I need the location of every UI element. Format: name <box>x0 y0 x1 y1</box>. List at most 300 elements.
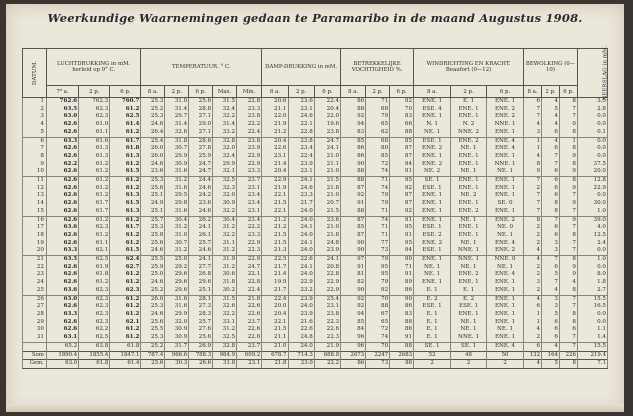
table-cell: 25.3 <box>141 224 165 232</box>
table-row <box>23 303 608 311</box>
table-cell: 87 <box>390 145 414 153</box>
subheader: Max. <box>213 86 237 98</box>
table-row <box>23 113 608 121</box>
table-cell: NE. 1 <box>451 216 487 224</box>
table-cell: 48 <box>451 351 487 360</box>
table-cell: 8 <box>542 208 560 216</box>
table-cell: 8 <box>559 177 577 185</box>
table-cell: 25.7 <box>189 240 213 248</box>
table-cell: 2 <box>524 224 542 232</box>
table-cell: ENE. 1 <box>414 256 451 264</box>
table-cell: 21.0 <box>314 224 340 232</box>
table-cell: ENE. 1 <box>414 279 451 287</box>
table-cell: 6 <box>542 232 560 240</box>
table-cell: 33.1 <box>213 319 237 327</box>
table-cell: 23.1 <box>237 360 262 369</box>
table-cell: 88 <box>341 208 366 216</box>
table-row <box>23 177 608 185</box>
table-cell: 24.6 <box>141 161 165 169</box>
table-cell: 1 <box>524 145 542 153</box>
table-cell: 7 <box>559 342 577 351</box>
table-cell: 6 <box>542 326 560 334</box>
table-cell: E. 2 <box>414 295 451 303</box>
table-cell: 32.8 <box>213 137 237 145</box>
table-cell: 9 <box>559 168 577 176</box>
table-cell: 32.4 <box>213 153 237 161</box>
table-cell: 23.4 <box>237 216 262 224</box>
table-cell: 24.8 <box>288 334 314 342</box>
table-cell: 62.3 <box>79 311 110 319</box>
table-cell: 79 <box>366 113 390 121</box>
table-cell: 61.1 <box>79 240 110 248</box>
table-cell: 31.2 <box>213 224 237 232</box>
table-cell: 32.2 <box>213 311 237 319</box>
table-cell: 29.6 <box>165 287 189 295</box>
day-cell: 18 <box>23 232 47 240</box>
table-cell: 31.6 <box>165 303 189 311</box>
table-cell: 8 <box>524 216 542 224</box>
table-cell: 26.1 <box>189 232 213 240</box>
table-cell: ENE. 1 <box>451 224 487 232</box>
day-cell: 20 <box>23 247 47 255</box>
table-cell: 24.0 <box>288 208 314 216</box>
table-cell: 6 <box>524 98 542 106</box>
table-cell: 7 <box>524 192 542 200</box>
table-cell: 28.8 <box>189 106 213 114</box>
table-cell: 86 <box>341 360 366 369</box>
table-cell: ENE. 1 <box>414 153 451 161</box>
table-cell: 65 <box>366 319 390 327</box>
table-cell: 7 <box>559 208 577 216</box>
table-cell: 22.9 <box>237 161 262 169</box>
table-cell: ENE. 2 <box>486 106 523 114</box>
table-cell: 23.1 <box>288 168 314 176</box>
table-cell: 4 <box>542 342 560 351</box>
table-cell: 83 <box>341 129 366 137</box>
table-cell: 71 <box>366 177 390 185</box>
table-cell: 25.5 <box>141 256 165 264</box>
table-cell: 4 <box>524 153 542 161</box>
table-cell: 22.6 <box>262 145 288 153</box>
table-cell: 1 <box>524 311 542 319</box>
table-cell: 61.1 <box>79 129 110 137</box>
table-cell: 1.1 <box>577 326 607 334</box>
table-cell: 24.6 <box>141 247 165 255</box>
table-cell: 23.6 <box>141 168 165 176</box>
table-cell: NNE. 1 <box>451 247 487 255</box>
table-cell: ENE. 1 <box>414 113 451 121</box>
table-cell: 23.9 <box>288 295 314 303</box>
table-cell: 91 <box>390 334 414 342</box>
day-cell: 21 <box>23 256 47 264</box>
table-cell: 61.4 <box>110 360 141 369</box>
table-cell: 2 <box>524 271 542 279</box>
table-cell: 62.6 <box>46 208 78 216</box>
table-cell: NE. 1 <box>451 326 487 334</box>
subheader: Min. <box>237 86 262 98</box>
table-cell: 24.7 <box>189 168 213 176</box>
table-cell: 91 <box>341 264 366 272</box>
table-cell: 6 <box>542 264 560 272</box>
table-cell: 23.4 <box>237 192 262 200</box>
table-cell: 32.6 <box>165 129 189 137</box>
table-cell: 87 <box>390 192 414 200</box>
table-cell: 4 <box>524 326 542 334</box>
table-cell: 72 <box>366 326 390 334</box>
table-cell: 24.0 <box>288 342 314 351</box>
table-cell: 23.8 <box>237 113 262 121</box>
table-cell: 6 <box>542 192 560 200</box>
table-cell: 21.4 <box>262 271 288 279</box>
table-cell: 24.8 <box>314 240 340 248</box>
table-cell: NE. 1 <box>451 168 487 176</box>
table-cell: 31.4 <box>213 121 237 129</box>
table-cell: ENE. 2 <box>414 161 451 169</box>
day-cell: 9 <box>23 161 47 169</box>
table-cell: 22.6 <box>314 326 340 334</box>
table-cell: ENE. 1 <box>451 185 487 193</box>
table-cell: 92 <box>366 287 390 295</box>
table-cell: 23.6 <box>189 200 213 208</box>
table-cell: 22.9 <box>237 240 262 248</box>
table-cell: 61.2 <box>110 240 141 248</box>
table-cell: 7 <box>559 303 577 311</box>
table-cell: 31.0 <box>165 232 189 240</box>
table-cell: 31.2 <box>213 247 237 255</box>
table-cell: 61.2 <box>110 177 141 185</box>
table-cell: NE. 1 <box>451 319 487 327</box>
table-row <box>23 232 608 240</box>
table-cell: 31.0 <box>165 98 189 106</box>
table-cell: 0.0 <box>577 264 607 272</box>
table-cell: ENE. 1 <box>451 161 487 169</box>
table-cell: 92 <box>390 98 414 106</box>
table-cell: 20.0 <box>577 168 607 176</box>
table-cell: 3 <box>542 240 560 248</box>
table-cell: 6 <box>542 129 560 137</box>
day-cell: 28 <box>23 311 47 319</box>
table-cell: 23.3 <box>237 106 262 114</box>
table-cell: 30.7 <box>165 145 189 153</box>
table-cell: 23.1 <box>314 303 340 311</box>
table-cell: 82 <box>341 279 366 287</box>
day-cell: 24 <box>23 279 47 287</box>
table-cell: 21.5 <box>262 240 288 248</box>
table-cell: 7 <box>524 200 542 208</box>
table-cell: 61.2 <box>79 168 110 176</box>
table-cell: 61.3 <box>110 153 141 161</box>
subheader: 6 p. <box>559 86 577 98</box>
table-cell: 0.0 <box>577 311 607 319</box>
table-cell: 22.0 <box>314 113 340 121</box>
table-cell: 87 <box>341 216 366 224</box>
table-row <box>23 295 608 303</box>
table-cell: 21.7 <box>288 200 314 208</box>
table-cell: 4 <box>524 256 542 264</box>
table-cell: 21.2 <box>262 129 288 137</box>
table-cell: NNE. 1 <box>486 121 523 129</box>
table-cell: 25.6 <box>189 334 213 342</box>
table-cell: 86 <box>390 303 414 311</box>
table-cell: 15.5 <box>577 342 607 351</box>
table-cell: 61.2 <box>79 161 110 169</box>
table-cell: 9 <box>559 271 577 279</box>
table-cell: 63.5 <box>46 256 78 264</box>
table-cell: 1.0 <box>577 208 607 216</box>
table-cell: 61.7 <box>110 224 141 232</box>
table-cell: 62.3 <box>79 106 110 114</box>
table-cell: 19.6 <box>314 121 340 129</box>
table-cell: 688.8 <box>314 351 340 360</box>
table-cell: 62.6 <box>46 240 78 248</box>
table-cell: 7 <box>542 153 560 161</box>
table-cell: 61.2 <box>110 279 141 287</box>
table-cell: 8 <box>559 256 577 264</box>
table-row <box>23 208 608 216</box>
table-cell: NE. 2 <box>414 168 451 176</box>
table-cell: 88 <box>390 360 414 369</box>
table-cell: 27.1 <box>189 113 213 121</box>
table-cell: 22.6 <box>288 326 314 334</box>
table-cell: 74 <box>366 168 390 176</box>
table-cell: 23.1 <box>237 185 262 193</box>
table-cell: 0 <box>559 121 577 129</box>
day-cell: 22 <box>23 264 47 272</box>
table-cell: 61.2 <box>79 216 110 224</box>
table-cell: 32.5 <box>213 177 237 185</box>
table-cell: 24.1 <box>189 224 213 232</box>
table-cell: 7 <box>559 295 577 303</box>
table-cell: 30.9 <box>165 326 189 334</box>
table-cell: 25.9 <box>189 153 213 161</box>
table-cell: 21.8 <box>314 185 340 193</box>
table-cell: 24.7 <box>189 161 213 169</box>
table-cell: 7 <box>542 161 560 169</box>
table-cell: 23.8 <box>314 129 340 137</box>
table-cell: ENE. 2 <box>414 145 451 153</box>
table-cell: 21.5 <box>262 326 288 334</box>
table-cell: 62.1 <box>110 319 141 327</box>
table-cell: 25.7 <box>141 216 165 224</box>
table-cell: 31.6 <box>165 208 189 216</box>
table-cell: 23.3 <box>288 192 314 200</box>
table-cell: 29.9 <box>165 311 189 319</box>
table-cell: 29.6 <box>165 271 189 279</box>
table-cell: 7 <box>559 113 577 121</box>
table-cell: 21.9 <box>314 342 340 351</box>
table-cell: 21.5 <box>314 208 340 216</box>
subheader: 8 a. <box>262 86 288 98</box>
table-cell: 31.4 <box>165 121 189 129</box>
table-cell: 2 <box>414 360 451 369</box>
table-cell: 25.4 <box>314 295 340 303</box>
table-cell: ENE. 2 <box>486 216 523 224</box>
table-cell: 83 <box>390 311 414 319</box>
table-cell: 80 <box>366 145 390 153</box>
table-cell: 25.3 <box>141 113 165 121</box>
table-cell: 86 <box>341 145 366 153</box>
table-cell: 678.7 <box>262 351 288 360</box>
table-cell: 24.6 <box>141 279 165 287</box>
day-cell: 13 <box>23 192 47 200</box>
table-row <box>23 145 608 153</box>
table-cell: 30.7 <box>165 240 189 248</box>
subheader: 8 a. <box>414 86 451 98</box>
day-cell: 23 <box>23 271 47 279</box>
table-cell: 32.5 <box>213 334 237 342</box>
table-cell: 61.2 <box>110 129 141 137</box>
table-cell: ENE. 2 <box>414 240 451 248</box>
table-cell: 21.6 <box>288 319 314 327</box>
table-cell: 61.2 <box>110 185 141 193</box>
table-cell: 29.9 <box>165 153 189 161</box>
table-cell: 74 <box>366 334 390 342</box>
day-cell: 10 <box>23 168 47 176</box>
table-cell: 4 <box>542 113 560 121</box>
table-cell: NE. 1 <box>486 232 523 240</box>
day-cell: 26 <box>23 295 47 303</box>
table-cell: 0.0 <box>577 319 607 327</box>
table-cell: 23.0 <box>288 360 314 369</box>
table-cell: E. 1 <box>414 326 451 334</box>
table-cell: 23.1 <box>288 106 314 114</box>
table-cell: NE. 0 <box>486 224 523 232</box>
table-row <box>23 129 608 137</box>
table-cell: 24.7 <box>314 137 340 145</box>
table-cell: 22.9 <box>314 287 340 295</box>
day-cell: 6 <box>23 137 47 145</box>
table-cell: 21.5 <box>262 232 288 240</box>
table-cell: 219.4 <box>577 351 607 360</box>
table-cell: 760.7 <box>110 98 141 106</box>
table-cell: SE. 0 <box>486 200 523 208</box>
table-cell: 762.3 <box>79 98 110 106</box>
table-cell: 50 <box>486 351 523 360</box>
table-cell: 7 <box>559 334 577 342</box>
table-cell: 96 <box>341 342 366 351</box>
table-cell: 71 <box>390 264 414 272</box>
table-cell: ENE. 4 <box>486 145 523 153</box>
table-cell: 92 <box>341 295 366 303</box>
table-cell: 62.3 <box>110 287 141 295</box>
table-cell: 85 <box>341 319 366 327</box>
table-cell: 32.0 <box>213 192 237 200</box>
table-cell: NNE. 1 <box>451 334 487 342</box>
table-cell: 788.3 <box>189 351 213 360</box>
table-cell: 2673 <box>341 351 366 360</box>
table-cell: ENE. 1 <box>486 334 523 342</box>
page-title: Weerkundige Waarnemingen gedaan te Paramaribo in de maand Augustus 1908. <box>47 11 583 25</box>
table-cell: ENE. 4 <box>486 342 523 351</box>
table-cell: 88 <box>341 106 366 114</box>
table-row <box>23 98 608 106</box>
table-cell: ENE. 2 <box>486 113 523 121</box>
table-cell: 30.0 <box>577 200 607 208</box>
table-cell: 22.6 <box>237 334 262 342</box>
table-cell: ENE. 1 <box>414 192 451 200</box>
table-cell: NE. 1 <box>486 326 523 334</box>
table-cell: 31.2 <box>165 224 189 232</box>
table-cell: 29.0 <box>189 121 213 129</box>
table-row <box>23 192 608 200</box>
table-cell: 3 <box>524 279 542 287</box>
table-cell: 62.6 <box>46 121 78 129</box>
table-cell: 22.9 <box>314 279 340 287</box>
table-cell: 71 <box>366 232 390 240</box>
table-cell: ENE. 1 <box>451 311 487 319</box>
table-cell: 5 <box>542 106 560 114</box>
table-cell: 61.9 <box>79 264 110 272</box>
table-cell: 6 <box>542 185 560 193</box>
table-cell: 72 <box>366 161 390 169</box>
table-cell: 79 <box>366 279 390 287</box>
table-cell: 24.0 <box>288 216 314 224</box>
table-cell: 61.7 <box>110 137 141 145</box>
table-cell: ENE. 1 <box>451 232 487 240</box>
table-cell: 2 <box>524 287 542 295</box>
table-cell: 62.6 <box>46 319 78 327</box>
table-cell: 0.1 <box>577 129 607 137</box>
table-cell: 92 <box>341 192 366 200</box>
table-cell: 23.9 <box>237 145 262 153</box>
table-cell: 21.0 <box>262 342 288 351</box>
table-cell: 21.4 <box>262 161 288 169</box>
table-cell: 23.7 <box>237 319 262 327</box>
table-cell: ENE. 1 <box>486 311 523 319</box>
table-cell: ESE. 1 <box>414 185 451 193</box>
day-cell: 7 <box>23 145 47 153</box>
table-cell: 85 <box>341 224 366 232</box>
table-cell: 30.2 <box>213 287 237 295</box>
table-row <box>23 287 608 295</box>
table-row <box>23 311 608 319</box>
table-cell: 1.4 <box>577 334 607 342</box>
table-cell: 20.6 <box>262 98 288 106</box>
table-cell: ENE. 2 <box>451 271 487 279</box>
table-cell: E. 1 <box>451 287 487 295</box>
table-row <box>23 224 608 232</box>
header-bewolking: BEWOLKING (0—10) <box>524 49 578 86</box>
table-cell: 71 <box>366 98 390 106</box>
table-cell: 22.6 <box>237 326 262 334</box>
table-row <box>23 334 608 342</box>
table-cell: 61.2 <box>110 295 141 303</box>
day-cell: 31 <box>23 334 47 342</box>
subheader: 2 p. <box>366 86 390 98</box>
table-cell: 61.7 <box>79 200 110 208</box>
table-cell: 62.7 <box>110 264 141 272</box>
table-cell: 32.4 <box>213 106 237 114</box>
table-cell: 714.3 <box>288 351 314 360</box>
day-cell <box>23 342 47 351</box>
table-cell: 61.5 <box>110 247 141 255</box>
table-cell: 23.8 <box>237 137 262 145</box>
table-cell: ENE. 4 <box>486 137 523 145</box>
table-cell: 92 <box>341 113 366 121</box>
table-row <box>23 271 608 279</box>
table-cell: 7.1 <box>577 360 607 369</box>
table-cell: ENE. 1 <box>414 216 451 224</box>
table-cell: 6 <box>542 145 560 153</box>
table-row <box>23 185 608 193</box>
table-cell: 1 <box>524 137 542 145</box>
table-cell: 25.1 <box>141 208 165 216</box>
subheader: 2 p. <box>79 86 110 98</box>
table-cell: 20.4 <box>314 106 340 114</box>
subheader: 6 p. <box>486 86 523 98</box>
table-cell: 30.6 <box>213 271 237 279</box>
table-cell: 31.2 <box>165 247 189 255</box>
